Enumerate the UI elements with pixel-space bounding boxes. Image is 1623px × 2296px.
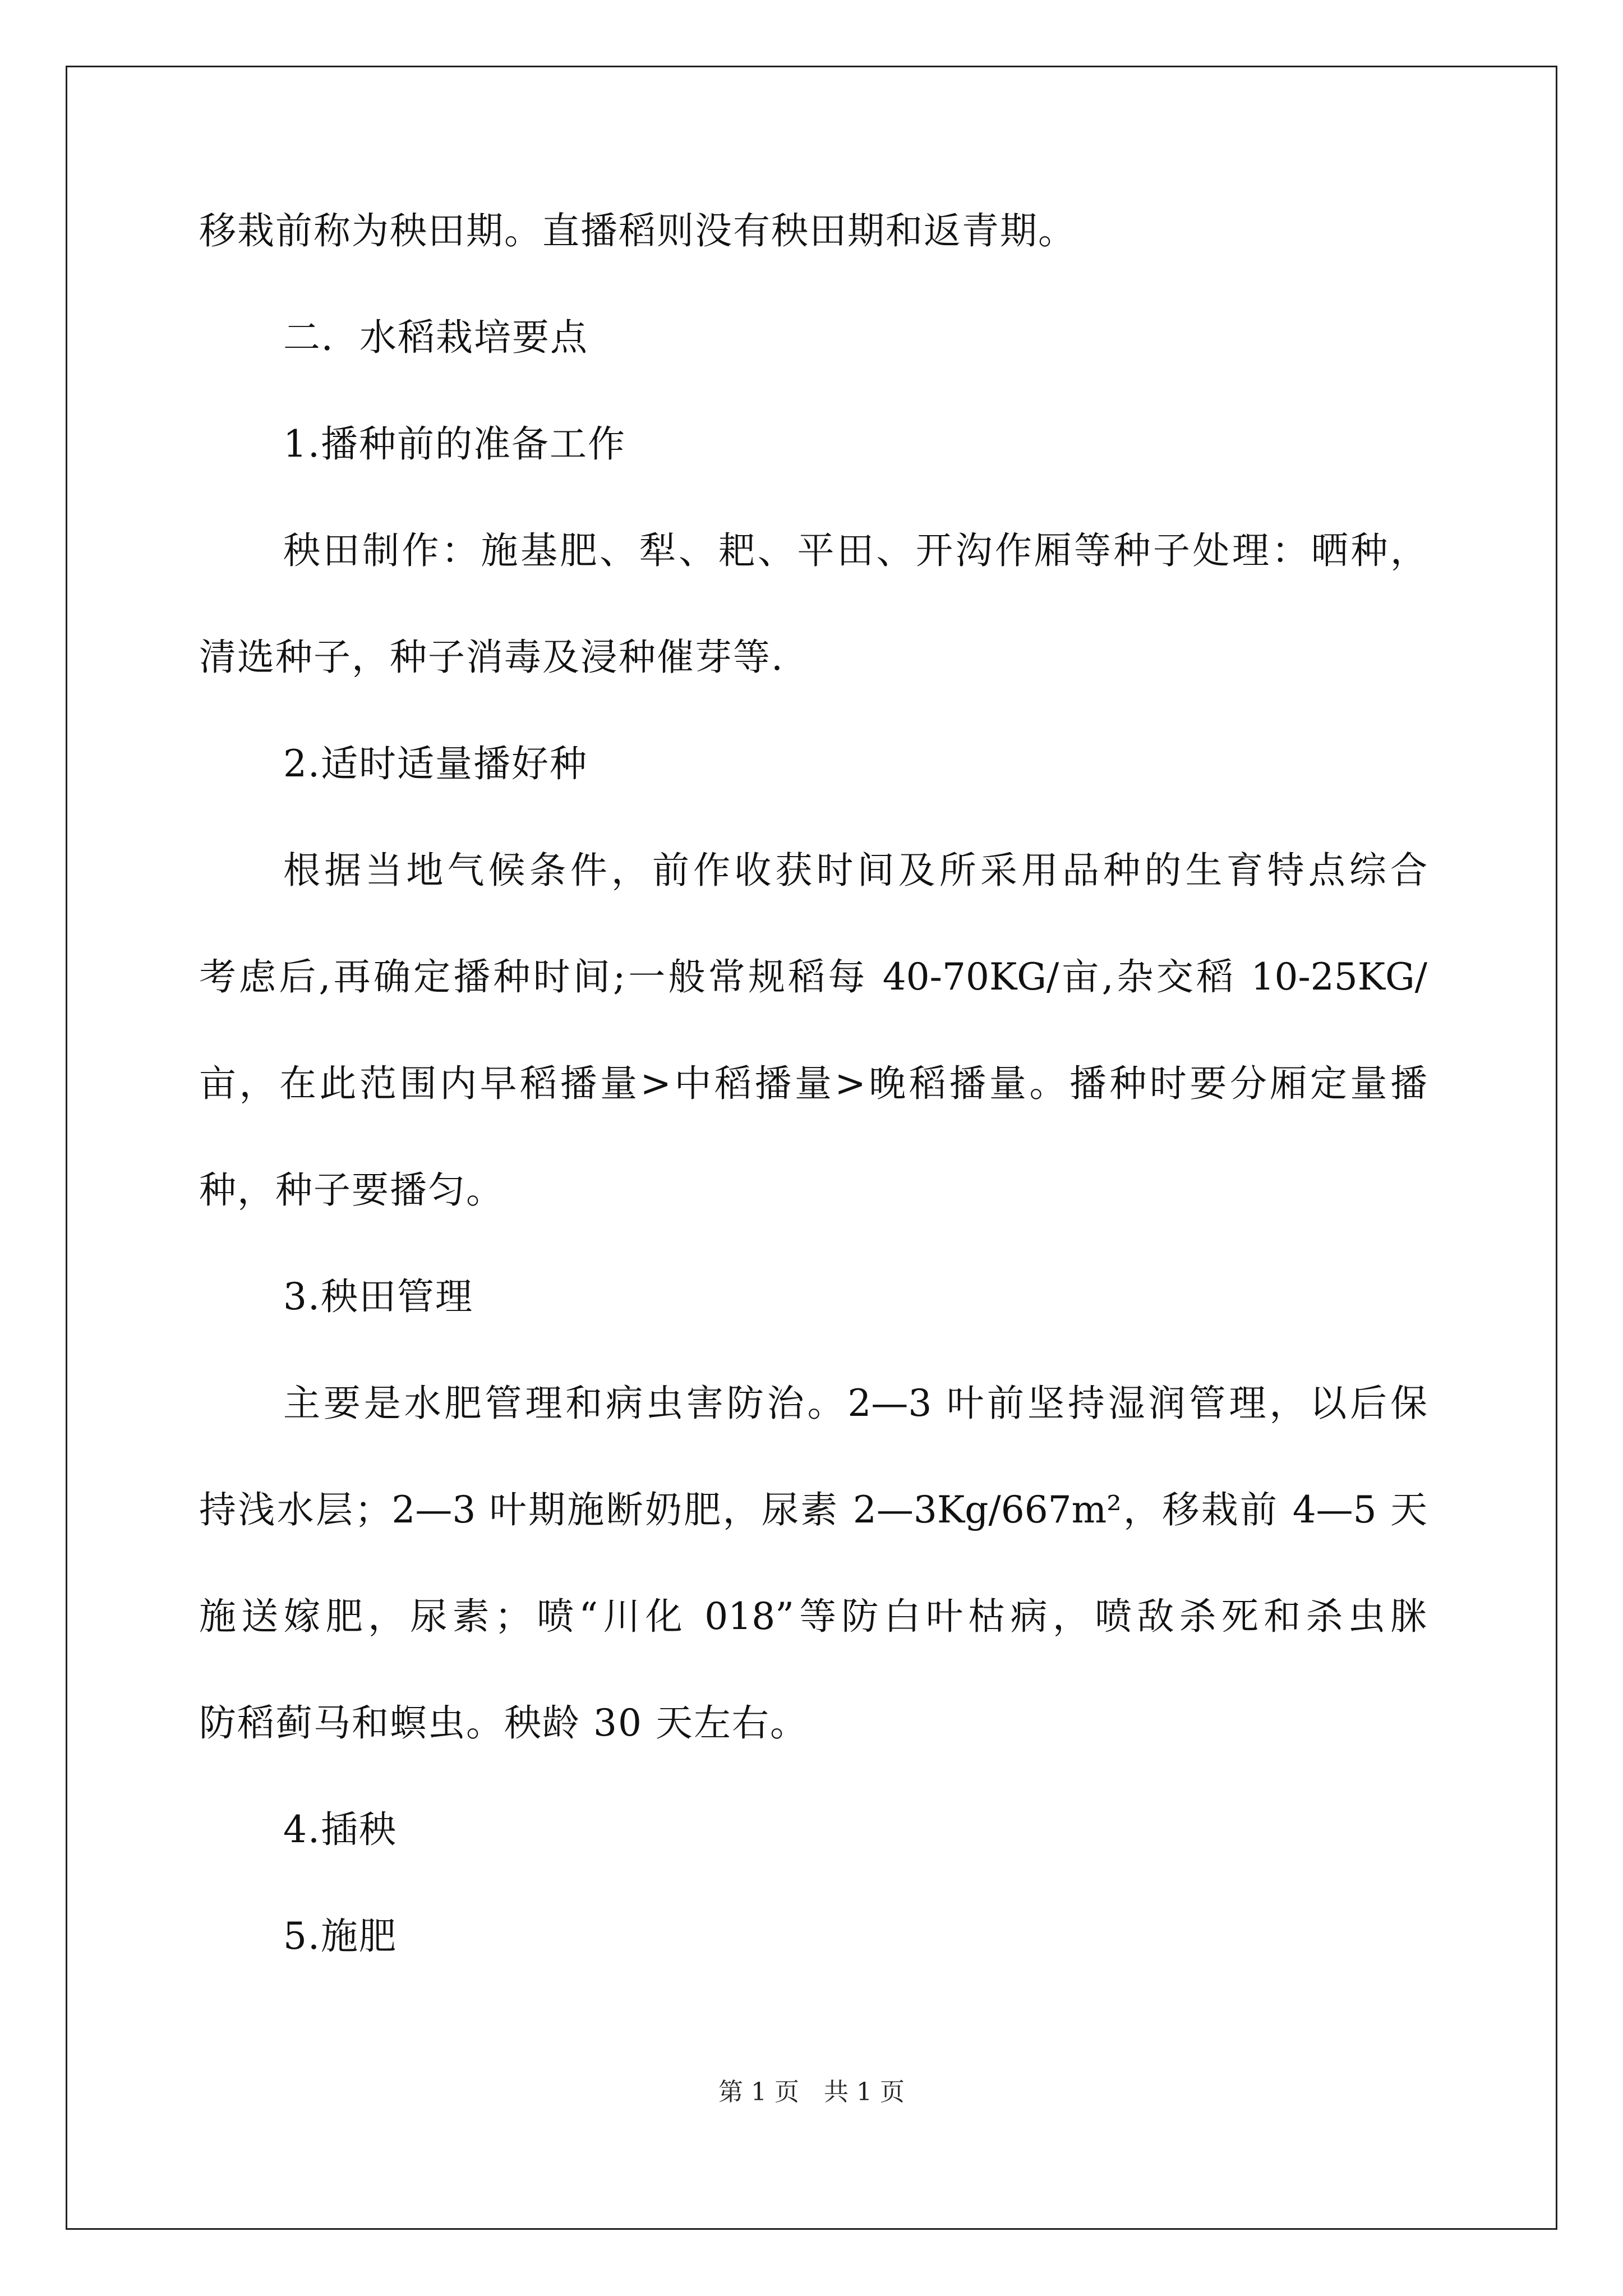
paragraph-3-line-2: 持浅水层；2—3 叶期施断奶肥，尿素 2—3Kg/667m²，移栽前 4—5 天 (199, 1488, 1427, 1531)
paragraph-3-line-4: 防稻蓟马和螟虫。秧龄 30 天左右。 (199, 1701, 808, 1745)
subheading-4: 4.插秧 (283, 1808, 397, 1851)
section-heading: 二．水稻栽培要点 (283, 316, 588, 359)
paragraph-2-line-1: 根据当地气候条件，前作收获时间及所采用品种的生育特点综合 (283, 849, 1427, 892)
paragraph-3-line-3: 施送嫁肥，尿素；喷“川化 018”等防白叶枯病，喷敌杀死和杀虫脒 (199, 1595, 1427, 1638)
paragraph-1-line-2: 清选种子，种子消毒及浸种催芽等. (199, 636, 784, 679)
paragraph-2-line-4: 种，种子要播匀。 (199, 1168, 504, 1212)
paragraph-2-line-2: 考虑后,再确定播种时间;一般常规稻每 40-70KG/亩,杂交稻 10-25KG/ (199, 955, 1427, 999)
page-number-footer: 第 1 页 共 1 页 (718, 2078, 905, 2106)
paragraph-2-line-3: 亩，在此范围内早稻播量>中稻播量>晚稻播量。播种时要分厢定量播 (199, 1062, 1427, 1105)
subheading-1: 1.播种前的准备工作 (283, 422, 626, 466)
text-line-1: 移栽前称为秧田期。直播稻则没有秧田期和返青期。 (199, 209, 1076, 252)
page-border (66, 66, 1557, 2230)
paragraph-3-line-1: 主要是水肥管理和病虫害防治。2—3 叶前坚持湿润管理，以后保 (283, 1382, 1427, 1425)
subheading-3: 3.秧田管理 (283, 1275, 473, 1318)
subheading-5: 5.施肥 (283, 1915, 397, 1958)
paragraph-1-line-1: 秧田制作：施基肥、犁、耙、平田、开沟作厢等种子处理：晒种， (283, 529, 1427, 572)
subheading-2: 2.适时适量播好种 (283, 742, 588, 785)
